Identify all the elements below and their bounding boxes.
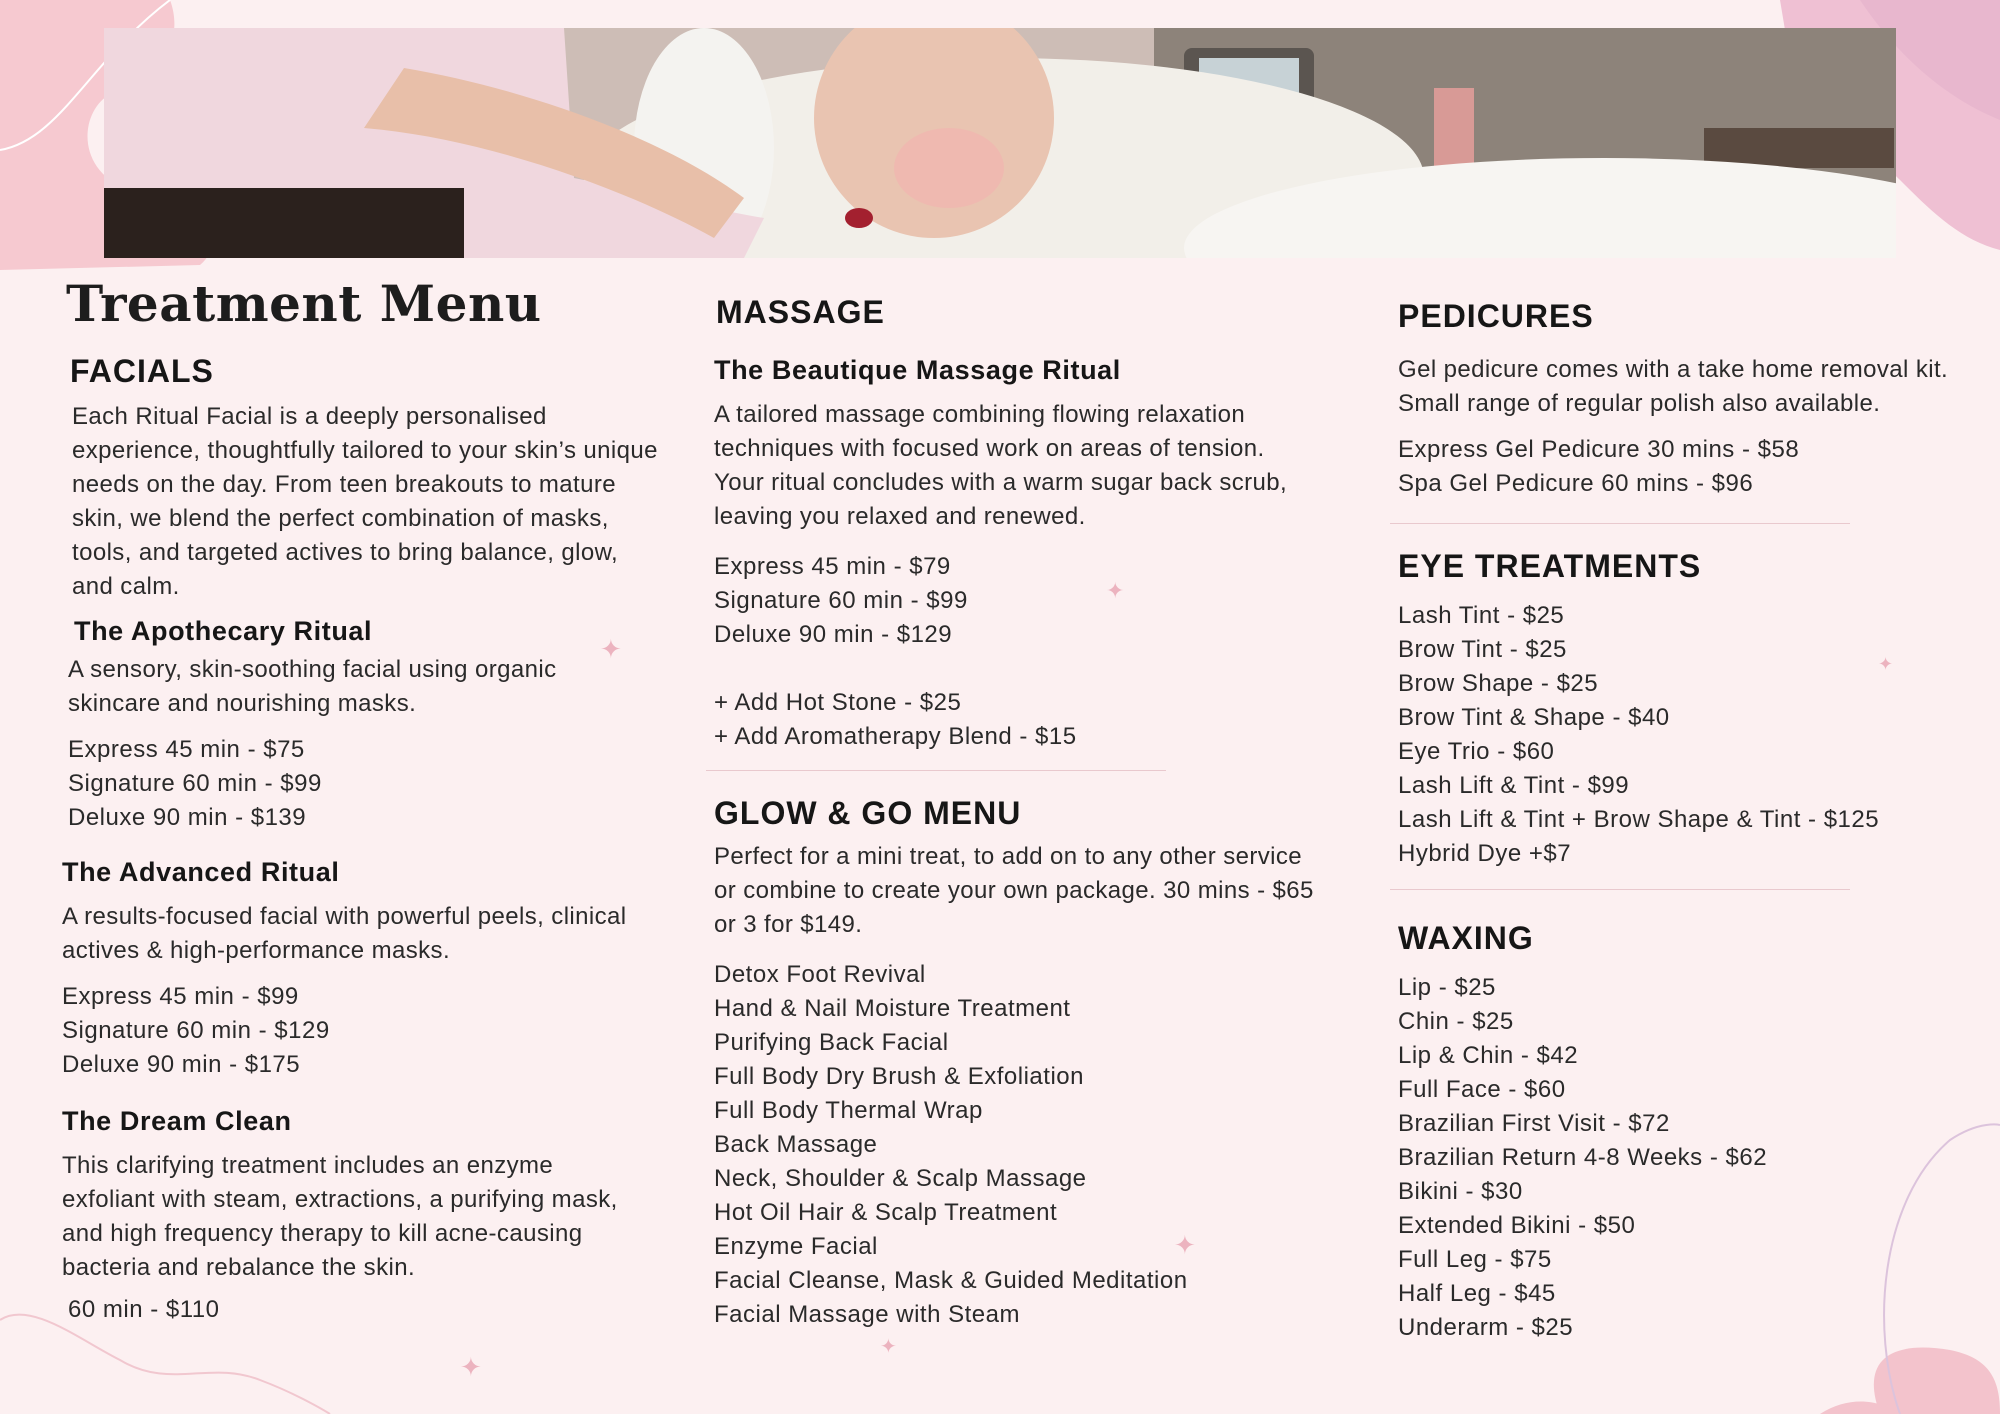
list-item: Bikini - $30 xyxy=(1398,1178,1523,1205)
list-item: Lash Tint - $25 xyxy=(1398,602,1565,629)
sparkle-icon: ✦ xyxy=(880,1336,897,1358)
price-line: Express 45 min - $79 xyxy=(714,553,951,580)
list-item: Brow Tint & Shape - $40 xyxy=(1398,704,1670,731)
divider xyxy=(1390,523,1850,524)
facials-intro: Each Ritual Facial is a deeply personalised experience, thoughtfully tailored to your skin’s unique needs on the day. From teen breakouts to mature skin, we blend the perfect combination of masks, tools, and targeted actives to bring balance, glow, and calm. xyxy=(72,403,658,600)
list-item: Half Leg - $45 xyxy=(1398,1280,1556,1307)
advanced-prices xyxy=(62,980,662,1082)
list-item: Full Face - $60 xyxy=(1398,1076,1566,1103)
massage-heading: MASSAGE xyxy=(716,294,885,330)
list-item: Underarm - $25 xyxy=(1398,1314,1574,1341)
sparkle-icon: ✦ xyxy=(460,1352,482,1382)
price-line: Express 45 min - $99 xyxy=(62,983,299,1010)
list-item: Lash Lift & Tint + Brow Shape & Tint - $125 xyxy=(1398,806,1880,833)
list-item: Detox Foot Revival xyxy=(714,961,926,988)
massage-addons xyxy=(714,686,1326,754)
list-item: Chin - $25 xyxy=(1398,1008,1514,1035)
pedicures-desc: Gel pedicure comes with a take home removal kit. Small range of regular polish also available. xyxy=(1398,356,1949,417)
massage-column xyxy=(706,270,1326,1332)
waxing-heading: WAXING xyxy=(1398,920,1534,956)
glow-go-items xyxy=(714,958,1326,1332)
list-item: Brow Shape - $25 xyxy=(1398,670,1599,697)
price-line: Signature 60 min - $99 xyxy=(68,770,322,797)
list-item: Facial Cleanse, Mask & Guided Meditation xyxy=(714,1267,1188,1294)
eye-treatments-items xyxy=(1398,599,1970,871)
price-line: Signature 60 min - $129 xyxy=(62,1017,330,1044)
list-item: Full Body Dry Brush & Exfoliation xyxy=(714,1063,1084,1090)
price-line: Spa Gel Pedicure 60 mins - $96 xyxy=(1398,470,1754,497)
pedicures-prices xyxy=(1398,433,1970,501)
list-item: Lip - $25 xyxy=(1398,974,1496,1001)
list-item: Eye Trio - $60 xyxy=(1398,738,1555,765)
sparkle-icon: ✦ xyxy=(1878,654,1894,674)
massage-ritual-desc: A tailored massage combining flowing relaxation techniques with focused work on areas of tension. Your ritual concludes with a warm sugar back scrub, leaving you relaxed and renewed. xyxy=(714,401,1288,530)
list-item: Hand & Nail Moisture Treatment xyxy=(714,995,1071,1022)
sparkle-icon: ✦ xyxy=(1174,1230,1196,1260)
addon-line: + Add Aromatherapy Blend - $15 xyxy=(714,723,1077,750)
list-item: Extended Bikini - $50 xyxy=(1398,1212,1636,1239)
apothecary-prices xyxy=(68,733,662,835)
price-line: Express 45 min - $75 xyxy=(68,736,305,763)
list-item: Hybrid Dye +$7 xyxy=(1398,840,1572,867)
list-item: Brazilian Return 4-8 Weeks - $62 xyxy=(1398,1144,1768,1171)
addon-line: + Add Hot Stone - $25 xyxy=(714,689,962,716)
price-line: Deluxe 90 min - $129 xyxy=(714,621,953,648)
sparkle-icon: ✦ xyxy=(600,634,622,664)
list-item: Purifying Back Facial xyxy=(714,1029,949,1056)
glow-go-desc: Perfect for a mini treat, to add on to any other service or combine to create your own package. 30 mins - $65 or 3 for $149. xyxy=(714,843,1314,938)
dream-clean-desc: This clarifying treatment includes an enzyme exfoliant with steam, extractions, a purifying mask, and high frequency therapy to kill acne-causing bacteria and rebalance the skin. xyxy=(62,1152,618,1281)
list-item: Hot Oil Hair & Scalp Treatment xyxy=(714,1199,1058,1226)
list-item: Full Body Thermal Wrap xyxy=(714,1097,983,1124)
eye-treatments-heading: EYE TREATMENTS xyxy=(1398,548,1702,584)
sparkle-icon: ✦ xyxy=(1106,578,1125,603)
apothecary-ritual-desc: A sensory, skin-soothing facial using organic skincare and nourishing masks. xyxy=(68,656,557,717)
list-item: Brazilian First Visit - $72 xyxy=(1398,1110,1670,1137)
list-item: Lash Lift & Tint - $99 xyxy=(1398,772,1630,799)
advanced-ritual-name: The Advanced Ritual xyxy=(62,857,340,887)
glow-go-heading: GLOW & GO MENU xyxy=(714,795,1022,831)
list-item: Neck, Shoulder & Scalp Massage xyxy=(714,1165,1087,1192)
massage-ritual-name: The Beautique Massage Ritual xyxy=(714,355,1121,385)
dream-clean-name: The Dream Clean xyxy=(62,1106,292,1136)
price-line: 60 min - $110 xyxy=(68,1296,220,1323)
right-column xyxy=(1390,270,1970,1345)
price-line: Deluxe 90 min - $175 xyxy=(62,1051,301,1078)
list-item: Back Massage xyxy=(714,1131,878,1158)
spa-facial-photo-icon xyxy=(104,28,1896,258)
list-item: Full Leg - $75 xyxy=(1398,1246,1552,1273)
massage-prices xyxy=(714,550,1326,652)
advanced-ritual-desc: A results-focused facial with powerful peels, clinical actives & high-performance masks. xyxy=(62,903,627,964)
banner-photo xyxy=(104,28,1896,258)
divider xyxy=(706,770,1166,771)
price-line: Express Gel Pedicure 30 mins - $58 xyxy=(1398,436,1800,463)
waxing-items xyxy=(1398,971,1970,1345)
dream-clean-price xyxy=(68,1293,662,1327)
list-item: Lip & Chin - $42 xyxy=(1398,1042,1579,1069)
divider xyxy=(1390,889,1850,890)
list-item: Facial Massage with Steam xyxy=(714,1301,1020,1328)
list-item: Enzyme Facial xyxy=(714,1233,878,1260)
facials-heading: FACIALS xyxy=(70,353,214,389)
list-item: Brow Tint - $25 xyxy=(1398,636,1567,663)
price-line: Signature 60 min - $99 xyxy=(714,587,968,614)
page-title: Treatment Menu xyxy=(66,274,542,333)
apothecary-ritual-name: The Apothecary Ritual xyxy=(74,616,373,646)
pedicures-heading: PEDICURES xyxy=(1398,298,1594,334)
price-line: Deluxe 90 min - $139 xyxy=(68,804,307,831)
facials-column xyxy=(62,270,662,1327)
